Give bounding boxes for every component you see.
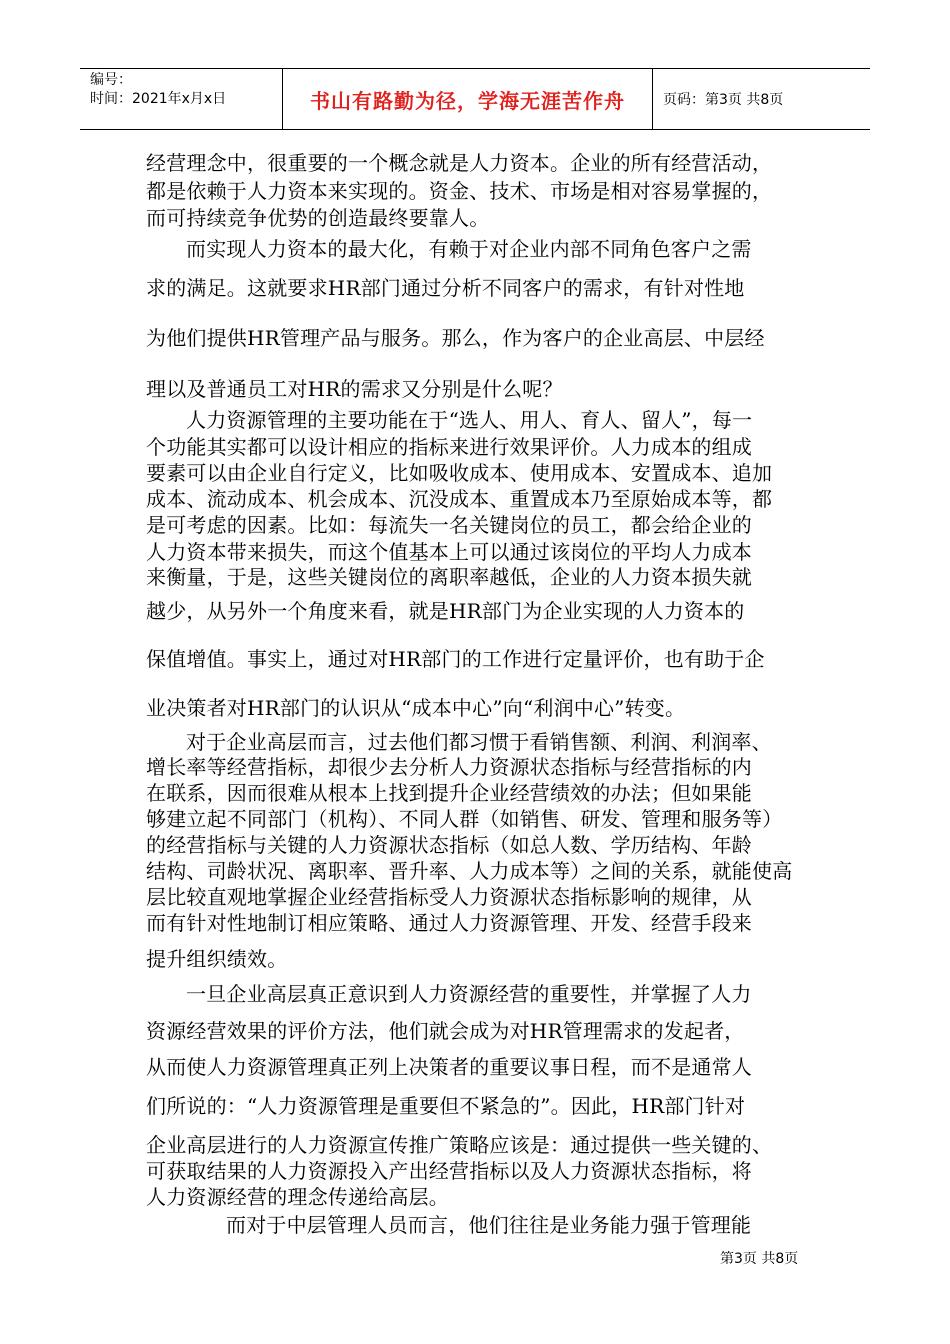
body-text-line: 资源经营效果的评价方法，他们就会成为对HR管理需求的发起者， xyxy=(146,1019,745,1043)
body-text-line: 而有针对性地制订相应策略、通过人力资源管理、开发、经营手段来 xyxy=(146,911,752,935)
body-text-line: 业决策者对HR部门的认识从“成本中心”向“利润中心”转变。 xyxy=(146,696,686,720)
page-header xyxy=(80,68,870,130)
body-text-line: 都是依赖于人力资本来实现的。资金、技术、市场是相对容易掌握的， xyxy=(146,179,773,203)
body-text-line: 而对于中层管理人员而言，他们往往是业务能力强于管理能 xyxy=(226,1213,752,1237)
body-text-line: 来衡量，于是，这些关键岗位的离职率越低，企业的人力资本损失就 xyxy=(146,565,752,589)
body-text-line: 在联系，因而很难从根本上找到提升企业经营绩效的办法；但如果能 xyxy=(146,781,752,805)
body-text-line: 可获取结果的人力资源投入产出经营指标以及人力资源状态指标，将 xyxy=(146,1159,752,1183)
body-text-line: 经营理念中，很重要的一个概念就是人力资本。企业的所有经营活动， xyxy=(146,151,773,175)
header-page-code: 页码：第3页 共8页 xyxy=(663,92,784,108)
body-text-line: 增长率等经营指标，却很少去分析人力资源状态指标与经营指标的内 xyxy=(146,755,752,779)
body-text-line: 成本、流动成本、机会成本、沉没成本、重置成本乃至原始成本等，都 xyxy=(146,487,773,511)
body-text-line: 层比较直观地掌握企业经营指标受人力资源状态指标影响的规律，从 xyxy=(146,885,752,909)
body-text-line: 从而使人力资源管理真正列上决策者的重要议事日程，而不是通常人 xyxy=(146,1055,752,1079)
body-text-line: 为他们提供HR管理产品与服务。那么，作为客户的企业高层、中层经 xyxy=(146,326,765,350)
body-text-line: 是可考虑的因素。比如：每流失一名关键岗位的员工，都会给企业的 xyxy=(146,513,752,537)
body-text-line: 保值增值。事实上，通过对HR部门的工作进行定量评价，也有助于企 xyxy=(146,647,765,671)
body-text-line: 理以及普通员工对HR的需求又分别是什么呢？ xyxy=(146,377,563,401)
body-text-line: 一旦企业高层真正意识到人力资源经营的重要性，并掌握了人力 xyxy=(186,982,752,1006)
body-text-line: 人力资源管理的主要功能在于“选人、用人、育人、留人”，每一 xyxy=(186,408,753,432)
header-meta xyxy=(80,69,283,129)
body-text-line: 够建立起不同部门（机构）、不同人群（如销售、研发、管理和服务等） xyxy=(146,807,783,831)
body-text-line: 人力资本带来损失，而这个值基本上可以通过该岗位的平均人力成本 xyxy=(146,540,752,564)
body-text-line: 企业高层进行的人力资源宣传推广策略应该是：通过提供一些关键的、 xyxy=(146,1133,773,1157)
body-text-line: 越少，从另外一个角度来看，就是HR部门为企业实现的人力资本的 xyxy=(146,599,745,623)
document-number-label: 编号： xyxy=(90,72,132,88)
body-text-line: 对于企业高层而言，过去他们都习惯于看销售额、利润、利润率、 xyxy=(186,730,772,754)
body-text-line: 结构、司龄状况、离职率、晋升率、人力成本等）之间的关系，就能使高 xyxy=(146,859,793,883)
body-text-line: 个功能其实都可以设计相应的指标来进行效果评价。人力成本的组成 xyxy=(146,435,752,459)
body-text-line: 的经营指标与关键的人力资源状态指标（如总人数、学历结构、年龄 xyxy=(146,833,752,857)
body-text-line: 而可持续竞争优势的创造最终要靠人。 xyxy=(146,206,490,230)
body-text-line: 们所说的：“人力资源管理是重要但不紧急的”。因此，HR部门针对 xyxy=(146,1094,746,1118)
document-date: 时间：2021年x月x日 xyxy=(90,91,227,107)
body-text-line: 而实现人力资本的最大化，有赖于对企业内部不同角色客户之需 xyxy=(186,237,752,261)
header-motto: 书山有路勤为径，学海无涯苦作舟 xyxy=(283,69,653,129)
body-text-line: 提升组织绩效。 xyxy=(146,947,288,971)
body-text-line: 要素可以由企业自行定义，比如吸收成本、使用成本、安置成本、追加 xyxy=(146,461,773,485)
body-text-line: 求的满足。这就要求HR部门通过分析不同客户的需求，有针对性地 xyxy=(146,276,745,300)
body-text-line: 人力资源经营的理念传递给高层。 xyxy=(146,1185,449,1209)
page-footer: 第3页 共8页 xyxy=(720,1251,799,1267)
